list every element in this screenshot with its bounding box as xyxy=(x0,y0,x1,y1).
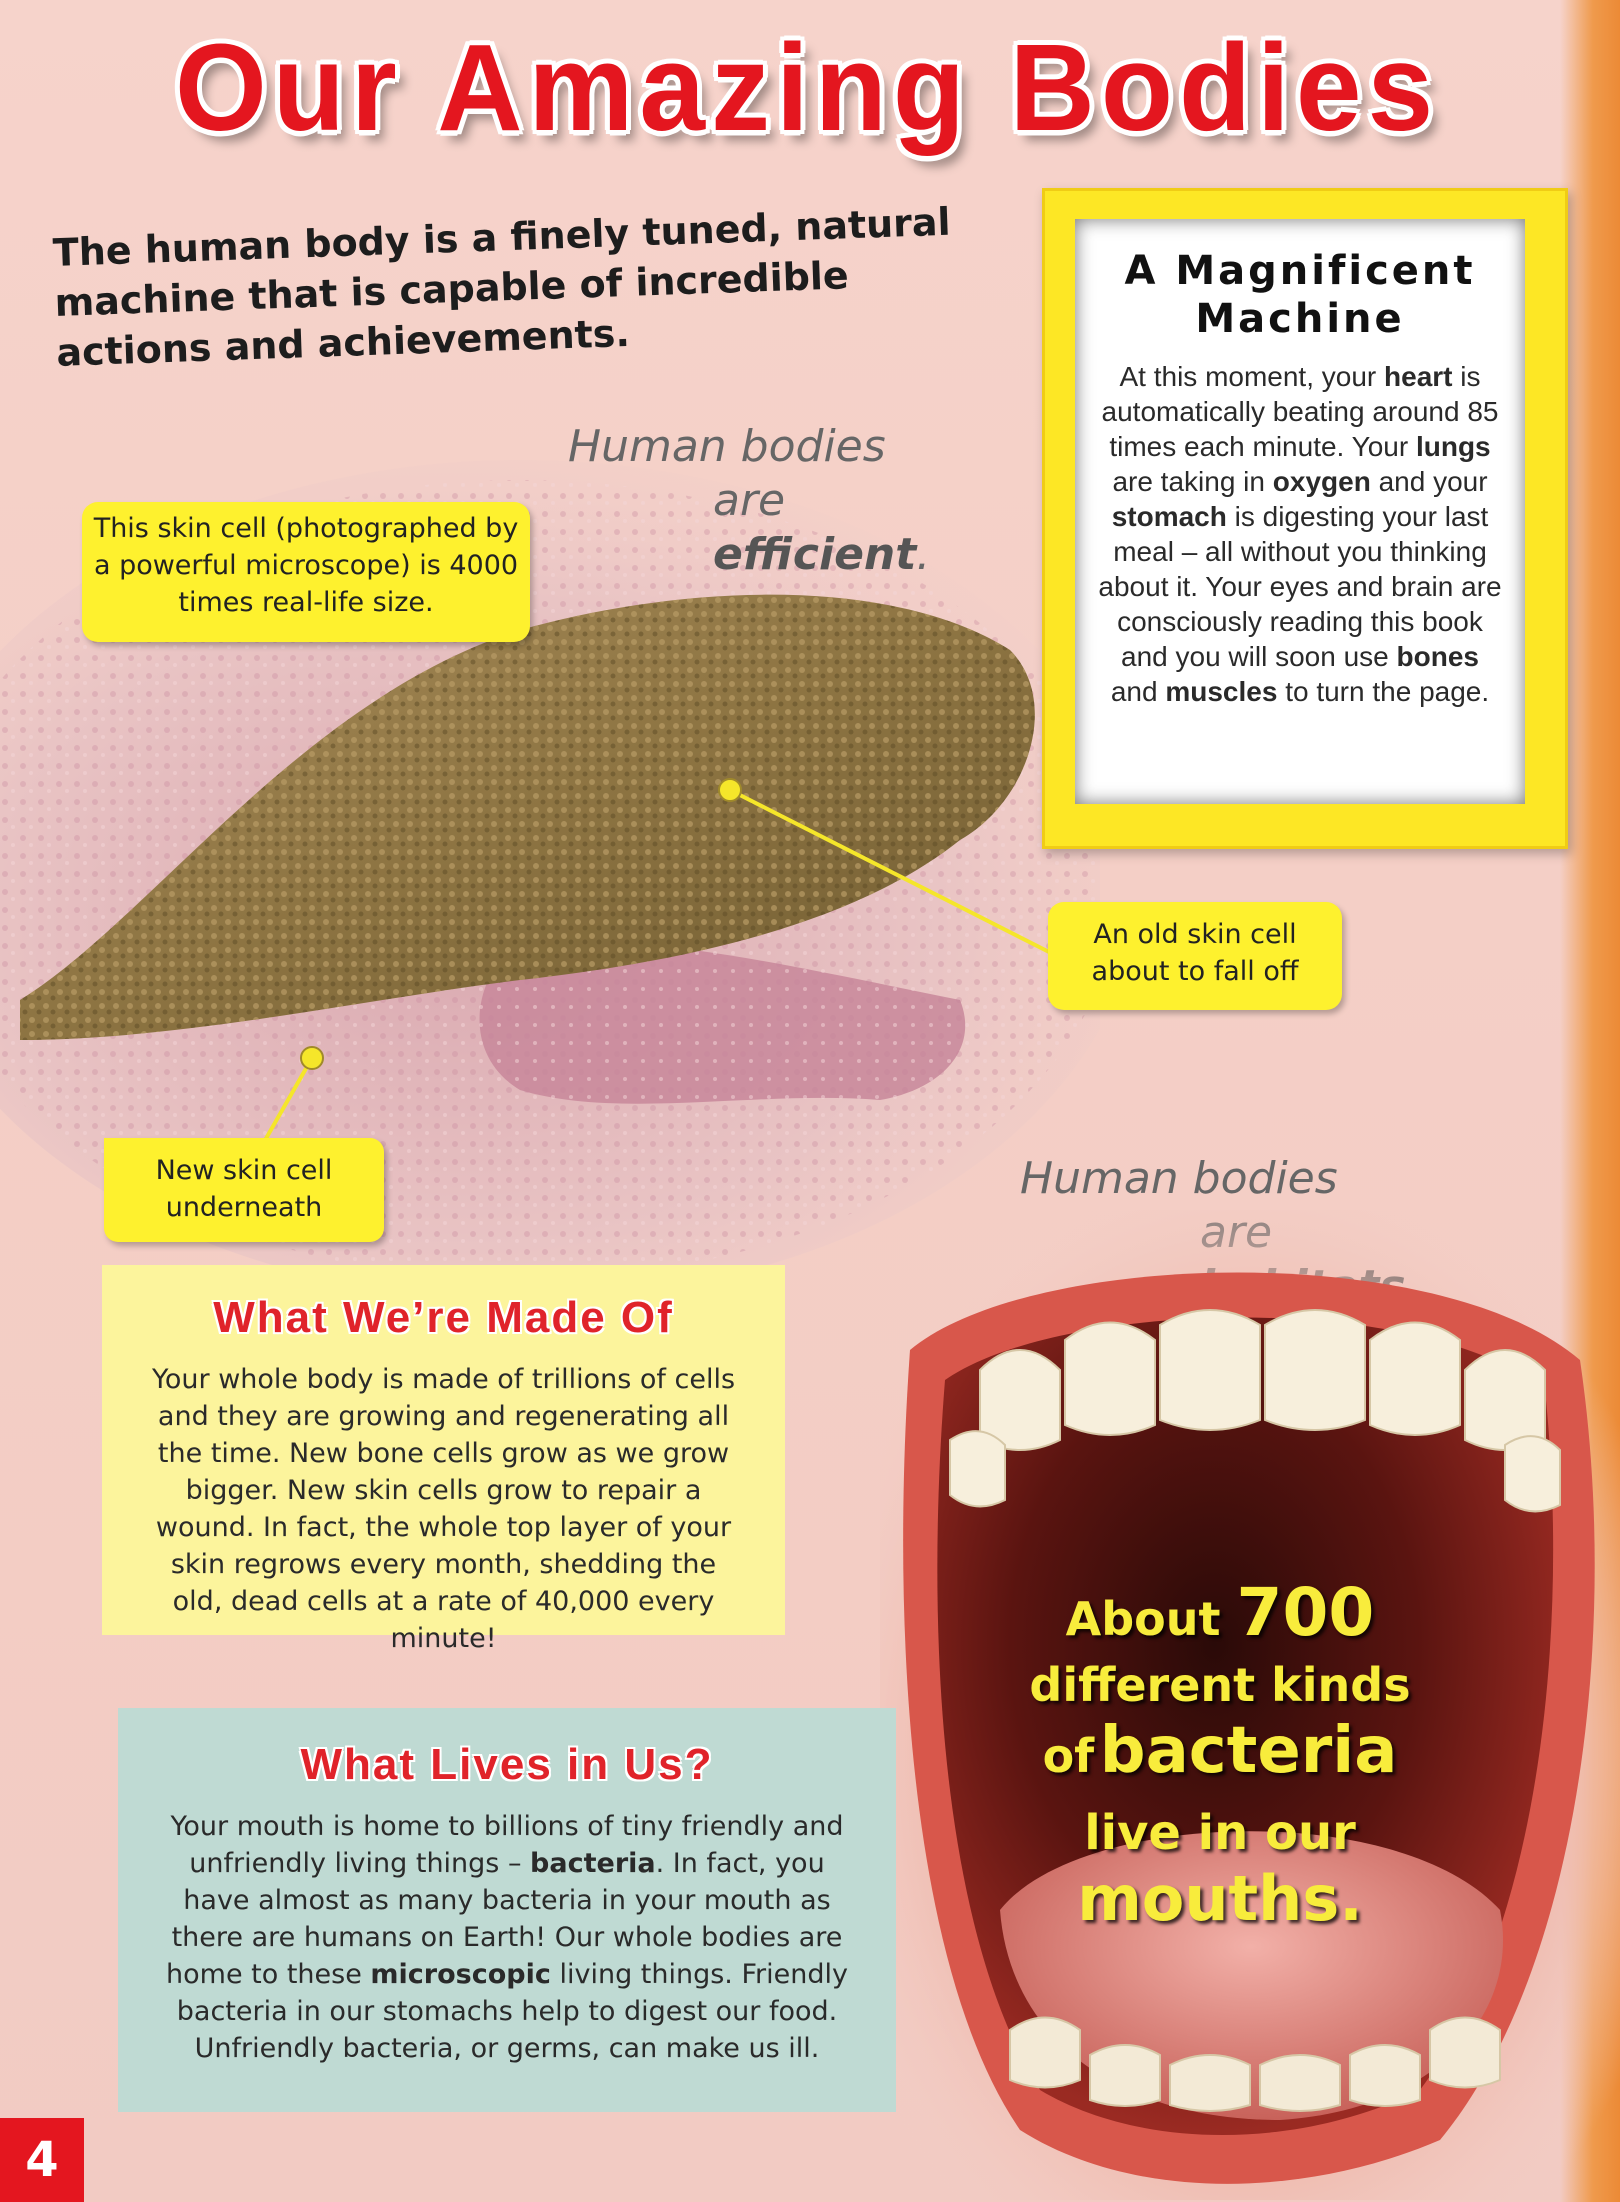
tagline-efficient-emphasis: efficient xyxy=(713,529,917,580)
fact-keyword-bacteria: bacteria xyxy=(1099,1714,1398,1788)
skin-cell-caption: This skin cell (photographed by a powerful microscope) is 4000 times real-life size. xyxy=(82,502,530,642)
tagline-habitats-line1: Human bodies xyxy=(1020,1153,1338,1204)
page-number: 4 xyxy=(0,2118,84,2202)
text-run: . In fact, you have almost as many bacteria in your mouth as there are humans on Earth! Our whole bodies are home to these xyxy=(166,1848,843,1990)
magnificent-machine-box xyxy=(1042,188,1568,849)
fact-word: of xyxy=(1042,1729,1095,1783)
bacteria-fact-line2: different kinds xyxy=(1029,1658,1411,1712)
intro-text: The human body is a finely tuned, natural machine that is capable of incredible actions and achievements. xyxy=(52,199,952,375)
keyword-oxygen: oxygen xyxy=(1272,466,1371,497)
keyword-muscles: muscles xyxy=(1165,676,1278,707)
text-run: Your whole body is made of trillions of xyxy=(151,1364,675,1395)
lives-in-us-box xyxy=(118,1708,896,2112)
text-run: to turn the page. xyxy=(1277,676,1490,707)
made-of-text xyxy=(142,1361,745,1657)
keyword-bones: bones xyxy=(1396,641,1479,672)
text-run: At this moment, your xyxy=(1119,361,1385,392)
bacteria-fact-line4: live in our xyxy=(1084,1805,1356,1861)
text-run: are taking in xyxy=(1112,466,1273,497)
keyword-cells: cells xyxy=(674,1364,736,1395)
bacteria-fact-line3 xyxy=(990,1714,1450,1800)
tagline-efficient xyxy=(568,420,988,582)
keyword-microscopic: microscopic xyxy=(370,1959,551,1990)
magnificent-machine-text xyxy=(1097,359,1503,709)
fact-word: About xyxy=(1065,1592,1221,1646)
tagline-efficient-prefix: are xyxy=(713,475,786,526)
new-skin-cell-label: New skin cell underneath xyxy=(104,1138,384,1242)
lives-in-us-heading: What Lives in Us? xyxy=(300,1740,714,1789)
text-run: and your xyxy=(1370,466,1488,497)
lives-in-us-text xyxy=(154,1808,860,2067)
tagline-efficient-line1: Human bodies xyxy=(568,421,886,472)
text-run: is automatically beating around 85 times each minute. Your xyxy=(1101,361,1499,462)
text-run: Your mouth is home to billions of tiny friendly and unfriendly living things – xyxy=(170,1811,844,1879)
text-run: is digesting your last meal – all without you thinking about it. Your eyes and brain are consciously reading this book and you will soon use xyxy=(1098,501,1502,672)
text-run: living things. Friendly bacteria in our stomachs help to digest our food. Unfriendly bacteria, or germs, can make us ill. xyxy=(176,1959,848,2064)
old-skin-cell-label: An old skin cell about to fall off xyxy=(1048,902,1342,1010)
keyword-stomach: stomach xyxy=(1111,501,1227,532)
bacteria-fact-line1 xyxy=(990,1574,1450,1652)
made-of-heading: What We’re Made Of xyxy=(213,1293,674,1342)
text-run: and xyxy=(1110,676,1166,707)
bacteria-fact xyxy=(990,1574,1450,1935)
made-of-box xyxy=(102,1265,785,1654)
magnificent-machine-panel xyxy=(1075,219,1525,804)
keyword-heart: heart xyxy=(1384,361,1453,392)
text-run: and they are growing and regenerating all the time. New bone cells grow as we grow bigger. New skin cells grow to repair a wound. In fact, the whole top layer of your skin regrows every month, shedding the old, dead cells at a rate of 40,000 every minute! xyxy=(155,1401,732,1654)
fact-number: 700 xyxy=(1236,1574,1375,1651)
keyword-bacteria: bacteria xyxy=(530,1848,656,1879)
keyword-lungs: lungs xyxy=(1415,431,1491,462)
magnificent-machine-heading: A Magnificent Machine xyxy=(1124,248,1476,342)
bacteria-fact-line5: mouths. xyxy=(1077,1862,1363,1935)
page-title: Our Amazing Bodies xyxy=(175,18,1440,158)
tagline-efficient-suffix: . xyxy=(916,529,931,580)
